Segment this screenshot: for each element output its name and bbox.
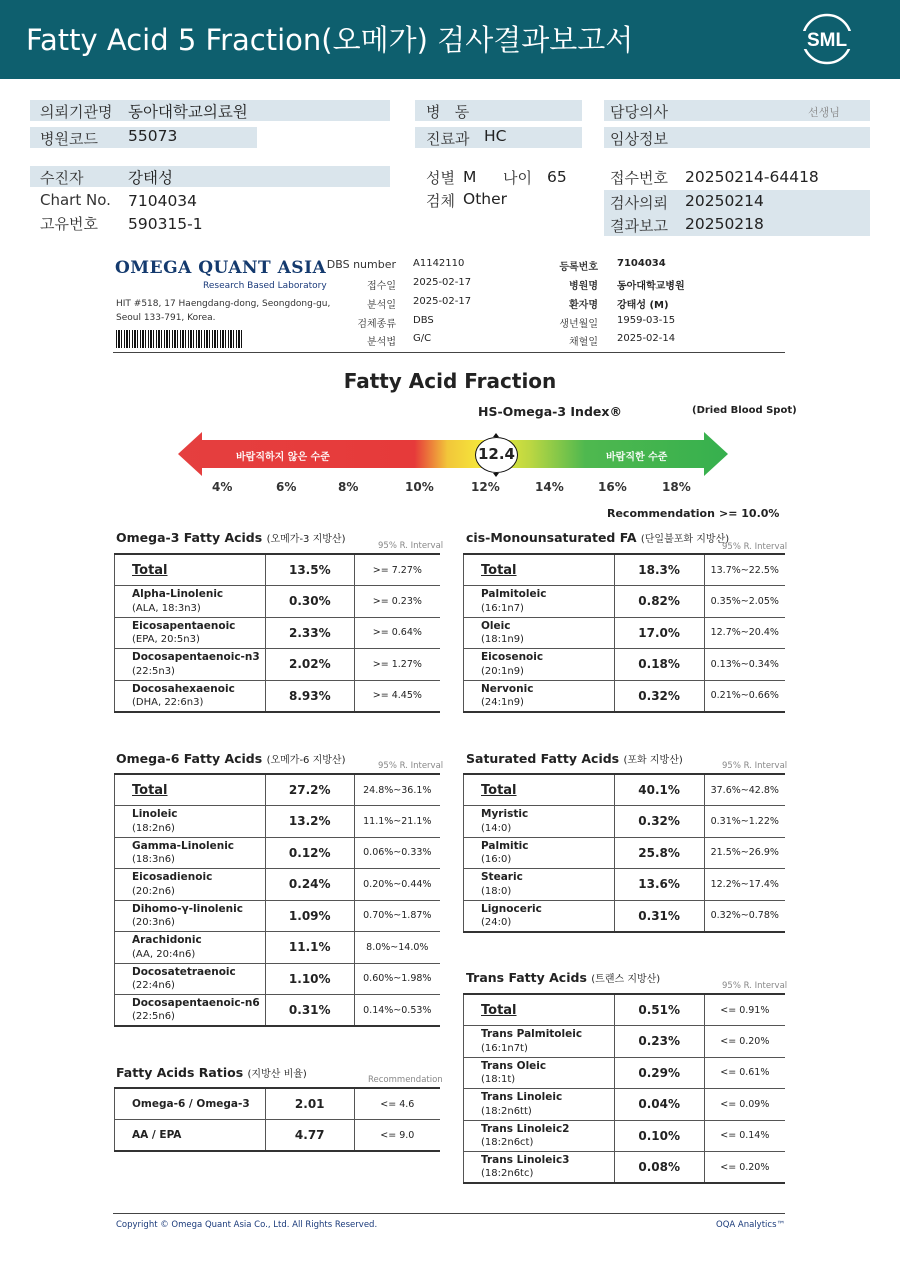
draw-label: 채혈일 — [569, 337, 598, 348]
method-label: 분석법 — [367, 337, 396, 348]
row-name-cell — [464, 1026, 615, 1058]
footer-brand: OQA Analytics™ — [716, 1220, 785, 1230]
table-row — [115, 649, 441, 681]
lab-subtitle: Research Based Laboratory — [203, 281, 327, 291]
table-row — [115, 837, 441, 869]
row-name: Gamma-Linolenic — [132, 839, 235, 852]
row-value: 0.12% — [265, 837, 354, 869]
table-row — [464, 774, 786, 806]
hospital-label: 병원명 — [569, 281, 598, 292]
pname-value: 강태성 (M) — [617, 300, 669, 311]
row-name-cell — [464, 994, 615, 1026]
row-name-cell — [464, 1152, 615, 1184]
table-row — [115, 554, 441, 586]
table-row — [464, 1152, 786, 1184]
row-subname: (20:3n6) — [132, 917, 175, 929]
row-value: 0.08% — [614, 1152, 704, 1184]
row-reference: 21.5%~26.9% — [704, 837, 785, 869]
request-label: 검사의뢰 — [610, 194, 668, 212]
table-row — [115, 900, 441, 932]
table-row — [464, 869, 786, 901]
row-value: 1.10% — [265, 963, 354, 995]
row-reference: <= 0.14% — [704, 1120, 785, 1152]
cismono-ri-label: 95% R. Interval — [722, 542, 788, 552]
row-reference: 12.2%~17.4% — [704, 869, 785, 901]
row-name: Oleic — [481, 619, 511, 632]
row-reference: 24.8%~36.1% — [354, 774, 440, 806]
row-name: Trans Linoleic3 — [481, 1154, 570, 1167]
dbs-value: A1142110 — [413, 258, 465, 269]
row-name: Trans Linoleic — [481, 1091, 563, 1104]
table-row — [464, 649, 786, 681]
row-name: Trans Oleic — [481, 1059, 547, 1072]
row-value: 0.04% — [614, 1089, 704, 1121]
draw-value: 2025-02-14 — [617, 333, 676, 344]
row-name: Arachidonic — [132, 934, 202, 947]
row-value: 0.30% — [265, 586, 354, 618]
sml-logo-text: SML — [806, 30, 848, 51]
institution-value: 동아대학교의료원 — [128, 103, 248, 121]
table-row — [115, 1088, 441, 1120]
index-tick-label: 6% — [276, 480, 297, 494]
table-row — [464, 806, 786, 838]
row-reference: >= 4.45% — [354, 680, 440, 712]
row-name-cell — [115, 963, 266, 995]
ratios-table — [114, 1087, 440, 1152]
table-row — [115, 932, 441, 964]
row-subname: (18:2n6tt) — [481, 1105, 532, 1117]
row-value: 13.5% — [265, 554, 354, 586]
row-name: Docosahexaenoic — [132, 682, 235, 695]
row-name-cell — [115, 932, 266, 964]
row-subname: (20:2n6) — [132, 885, 175, 897]
row-subname: (18:1t) — [481, 1074, 516, 1086]
undesirable-label: 바람직하지 않은 수준 — [236, 452, 330, 463]
row-subname: (24:1n9) — [481, 696, 524, 708]
table-row — [115, 774, 441, 806]
row-subname: (22:5n6) — [132, 1011, 175, 1023]
trans-ri-label: 95% R. Interval — [722, 981, 788, 991]
index-subtitle: HS-Omega-3 Index® — [478, 404, 622, 419]
sex-value: M — [463, 168, 477, 186]
dbs-label: DBS number — [326, 258, 396, 271]
row-reference: 0.70%~1.87% — [354, 900, 440, 932]
row-name: Docosapentaenoic-n6 — [132, 997, 260, 1010]
row-subname: (14:0) — [481, 822, 512, 834]
row-name-cell — [115, 806, 266, 838]
row-subname: (DHA, 22:6n3) — [132, 696, 204, 708]
row-name: Total — [481, 782, 517, 798]
lab-divider — [113, 352, 785, 353]
row-name: Lignoceric — [481, 902, 542, 915]
saturated-title: Saturated Fatty Acids (포화 지방산) — [466, 751, 683, 766]
chart-label: Chart No. — [40, 191, 111, 209]
row-value: 0.31% — [614, 900, 704, 932]
row-name-cell — [115, 617, 266, 649]
row-name-cell — [464, 1120, 615, 1152]
fraction-title: Fatty Acid Fraction — [343, 369, 557, 393]
lab-address-2: Seoul 133-791, Korea. — [116, 313, 216, 323]
row-reference: 37.6%~42.8% — [704, 774, 785, 806]
row-name-cell — [115, 680, 266, 712]
sex-label: 성별 — [426, 169, 455, 187]
hospital-code-value: 55073 — [128, 127, 178, 145]
specimen-value: Other — [463, 190, 508, 208]
row-value: 0.10% — [614, 1120, 704, 1152]
unique-value: 590315-1 — [128, 215, 203, 233]
row-reference: 0.21%~0.66% — [704, 680, 785, 712]
row-reference: <= 0.20% — [704, 1152, 785, 1184]
reception-value: 20250214-64418 — [685, 168, 819, 186]
row-subname: (18:2n6) — [132, 822, 175, 834]
reg-value: 7104034 — [617, 258, 666, 269]
row-value: 0.18% — [614, 649, 704, 681]
row-name-cell — [464, 869, 615, 901]
row-value: 0.23% — [614, 1026, 704, 1058]
row-name-cell — [115, 869, 266, 901]
patient-row — [30, 166, 390, 187]
ward-label: 병 동 — [426, 103, 470, 121]
row-value: 40.1% — [614, 774, 704, 806]
row-reference: 8.0%~14.0% — [354, 932, 440, 964]
table-row — [115, 680, 441, 712]
table-row — [464, 994, 786, 1026]
row-subname: (18:1n9) — [481, 634, 524, 646]
row-name: Docosapentaenoic-n3 — [132, 651, 260, 664]
index-note: (Dried Blood Spot) — [692, 405, 797, 416]
row-name-cell — [464, 554, 615, 586]
row-reference: >= 7.27% — [354, 554, 440, 586]
report-label: 결과보고 — [610, 217, 668, 235]
reg-label: 등록번호 — [559, 262, 598, 273]
table-row — [464, 837, 786, 869]
row-name: Linoleic — [132, 808, 178, 821]
row-subname: (20:1n9) — [481, 665, 524, 677]
row-name: Myristic — [481, 808, 529, 821]
index-tick-label: 18% — [662, 480, 691, 494]
table-row — [464, 680, 786, 712]
row-reference: <= 0.20% — [704, 1026, 785, 1058]
row-subname: (16:1n7) — [481, 602, 524, 614]
index-tick-label: 14% — [535, 480, 564, 494]
row-value: 0.51% — [614, 994, 704, 1026]
row-name: AA / EPA — [132, 1128, 182, 1141]
row-value: 18.3% — [614, 554, 704, 586]
index-tick-label: 10% — [405, 480, 434, 494]
omega3-title: Omega-3 Fatty Acids (오메가-3 지방산) — [116, 530, 346, 545]
analysis-label: 분석일 — [367, 300, 396, 311]
row-name: Total — [132, 782, 168, 798]
row-name-cell — [115, 554, 266, 586]
row-subname: (18:0) — [481, 885, 512, 897]
row-reference: 0.20%~0.44% — [354, 869, 440, 901]
table-row — [464, 586, 786, 618]
institution-label: 의뢰기관명 — [40, 103, 113, 121]
table-row — [464, 1057, 786, 1089]
row-subname: (24:0) — [481, 916, 512, 928]
row-reference: 12.7%~20.4% — [704, 617, 785, 649]
copyright: Copyright © Omega Quant Asia Co., Ltd. All Rights Reserved. — [116, 1220, 378, 1230]
table-row — [464, 554, 786, 586]
row-value: 2.02% — [265, 649, 354, 681]
unique-label: 고유번호 — [40, 215, 98, 233]
ratios-title: Fatty Acids Ratios (지방산 비율) — [116, 1065, 307, 1080]
row-reference: >= 1.27% — [354, 649, 440, 681]
specimen-label: 검체 — [426, 192, 455, 210]
table-row — [464, 900, 786, 932]
row-name-cell — [464, 1089, 615, 1121]
row-name-cell — [115, 1120, 266, 1152]
row-reference: 0.31%~1.22% — [704, 806, 785, 838]
row-value: 27.2% — [265, 774, 354, 806]
row-subname: (16:1n7t) — [481, 1042, 528, 1054]
dob-value: 1959-03-15 — [617, 315, 676, 326]
row-reference: <= 0.09% — [704, 1089, 785, 1121]
index-tick-label: 12% — [471, 480, 500, 494]
request-value: 20250214 — [685, 192, 764, 210]
desirable-label: 바람직한 수준 — [606, 452, 668, 463]
row-reference: 0.06%~0.33% — [354, 837, 440, 869]
table-row — [464, 1089, 786, 1121]
omega3-table — [114, 553, 440, 713]
row-subname: (ALA, 18:3n3) — [132, 602, 201, 614]
cismono-title: cis-Monounsaturated FA (단일불포화 지방산) — [466, 530, 730, 545]
row-name: Alpha-Linolenic — [132, 588, 224, 601]
chart-value: 7104034 — [128, 192, 198, 210]
ratios-rec-label: Recommendation — [368, 1075, 443, 1085]
row-reference: >= 0.64% — [354, 617, 440, 649]
row-name: Palmitic — [481, 839, 529, 852]
lab-logo: OMEGA QUANT ASIA — [115, 258, 327, 278]
row-name-cell — [464, 1057, 615, 1089]
row-reference: 13.7%~22.5% — [704, 554, 785, 586]
sample-label: 검체종류 — [357, 319, 396, 330]
table-row — [115, 586, 441, 618]
row-name-cell — [115, 900, 266, 932]
row-reference: 0.32%~0.78% — [704, 900, 785, 932]
row-subname: (16:0) — [481, 854, 512, 866]
row-name: Trans Palmitoleic — [481, 1028, 583, 1041]
table-row — [115, 806, 441, 838]
row-value: 1.09% — [265, 900, 354, 932]
recommendation-label: Recommendation — [607, 507, 715, 520]
age-label: 나이 — [503, 169, 532, 187]
omega6-table — [114, 773, 440, 1027]
omega6-title: Omega-6 Fatty Acids (오메가-6 지방산) — [116, 751, 346, 766]
received-label: 접수일 — [367, 281, 396, 292]
row-name: Eicosapentaenoic — [132, 619, 236, 632]
row-reference: 0.35%~2.05% — [704, 586, 785, 618]
row-name-cell — [464, 617, 615, 649]
row-name-cell — [115, 995, 266, 1027]
row-name-cell — [464, 586, 615, 618]
lab-address-1: HIT #518, 17 Haengdang-dong, Seongdong-gu, — [116, 299, 331, 309]
index-value-marker: 12.4 — [475, 437, 518, 473]
table-row — [115, 995, 441, 1027]
row-name-cell — [464, 680, 615, 712]
row-reference: 0.60%~1.98% — [354, 963, 440, 995]
patient-name: 강태성 — [128, 169, 173, 187]
patient-label: 수진자 — [40, 169, 84, 187]
age-value: 65 — [547, 168, 567, 186]
saturated-table — [463, 773, 785, 933]
row-reference: 11.1%~21.1% — [354, 806, 440, 838]
doctor-label: 담당의사 — [610, 103, 668, 121]
doctor-suffix: 선생님 — [808, 106, 840, 119]
footer-divider — [113, 1213, 785, 1214]
row-value: 13.2% — [265, 806, 354, 838]
row-reference: <= 0.91% — [704, 994, 785, 1026]
row-value: 8.93% — [265, 680, 354, 712]
received-value: 2025-02-17 — [413, 277, 472, 288]
row-reference: 0.13%~0.34% — [704, 649, 785, 681]
row-value: 0.82% — [614, 586, 704, 618]
report-value: 20250218 — [685, 215, 764, 233]
row-name-cell — [464, 837, 615, 869]
row-name-cell — [115, 774, 266, 806]
row-value: 2.33% — [265, 617, 354, 649]
barcode — [116, 330, 242, 348]
row-value: 0.29% — [614, 1057, 704, 1089]
analysis-value: 2025-02-17 — [413, 296, 472, 307]
table-row — [464, 1120, 786, 1152]
row-subname: (18:2n6ct) — [481, 1137, 534, 1149]
row-value: 25.8% — [614, 837, 704, 869]
row-value: 0.24% — [265, 869, 354, 901]
row-value: 13.6% — [614, 869, 704, 901]
sml-logo — [798, 12, 856, 66]
row-subname: (18:2n6tc) — [481, 1168, 534, 1180]
row-name: Total — [481, 1002, 517, 1018]
row-name-cell — [115, 649, 266, 681]
row-name: Total — [481, 562, 517, 578]
row-subname: (EPA, 20:5n3) — [132, 634, 200, 646]
row-name: Nervonic — [481, 682, 534, 695]
table-row — [115, 1120, 441, 1152]
row-value: 4.77 — [265, 1120, 354, 1152]
row-name-cell — [115, 1088, 266, 1120]
dob-label: 생년월일 — [559, 319, 598, 330]
row-name: Total — [132, 562, 168, 578]
row-reference: <= 9.0 — [354, 1120, 440, 1152]
row-reference: 0.14%~0.53% — [354, 995, 440, 1027]
pname-label: 환자명 — [569, 300, 598, 311]
omega3-ri-label: 95% R. Interval — [378, 541, 444, 551]
row-name-cell — [115, 586, 266, 618]
row-value: 11.1% — [265, 932, 354, 964]
method-value: G/C — [413, 333, 432, 344]
row-reference: >= 0.23% — [354, 586, 440, 618]
omega6-ri-label: 95% R. Interval — [378, 761, 444, 771]
cismono-table — [463, 553, 785, 713]
row-name: Stearic — [481, 871, 523, 884]
index-tick-label: 8% — [338, 480, 359, 494]
row-name: Dihomo-γ-linolenic — [132, 902, 243, 915]
row-reference: <= 4.6 — [354, 1088, 440, 1120]
row-subname: (22:4n6) — [132, 980, 175, 992]
row-name: Palmitoleic — [481, 588, 547, 601]
row-value: 0.32% — [614, 680, 704, 712]
row-reference: <= 0.61% — [704, 1057, 785, 1089]
saturated-ri-label: 95% R. Interval — [722, 761, 788, 771]
index-tick-label: 16% — [598, 480, 627, 494]
row-name: Omega-6 / Omega-3 — [132, 1097, 250, 1110]
row-subname: (18:3n6) — [132, 854, 175, 866]
row-value: 0.31% — [265, 995, 354, 1027]
department-label: 진료과 — [426, 130, 470, 148]
row-name-cell — [464, 900, 615, 932]
row-name: Docosatetraenoic — [132, 965, 236, 978]
recommendation-value: >= 10.0% — [719, 507, 780, 520]
trans-title: Trans Fatty Acids (트랜스 지방산) — [466, 970, 661, 985]
reception-label: 접수번호 — [610, 169, 668, 187]
table-row — [115, 869, 441, 901]
table-row — [115, 963, 441, 995]
row-name: Trans Linoleic2 — [481, 1122, 570, 1135]
department-value: HC — [484, 127, 507, 145]
sample-value: DBS — [413, 315, 434, 326]
table-row — [464, 617, 786, 649]
row-name-cell — [464, 649, 615, 681]
row-name-cell — [464, 774, 615, 806]
row-name: Eicosenoic — [481, 651, 544, 664]
table-row — [464, 1026, 786, 1058]
index-tick-label: 4% — [212, 480, 233, 494]
report-title: Fatty Acid 5 Fraction(오메가) 검사결과보고서 — [26, 23, 634, 57]
clinical-info-label: 임상정보 — [610, 130, 668, 148]
row-name-cell — [115, 837, 266, 869]
row-subname: (22:5n3) — [132, 665, 175, 677]
row-subname: (AA, 20:4n6) — [132, 948, 196, 960]
hospital-value: 동아대학교병원 — [617, 281, 685, 292]
row-value: 2.01 — [265, 1088, 354, 1120]
row-value: 17.0% — [614, 617, 704, 649]
row-name-cell — [464, 806, 615, 838]
row-name: Eicosadienoic — [132, 871, 213, 884]
hospital-code-label: 병원코드 — [40, 130, 98, 148]
table-row — [115, 617, 441, 649]
trans-table — [463, 993, 785, 1184]
row-value: 0.32% — [614, 806, 704, 838]
